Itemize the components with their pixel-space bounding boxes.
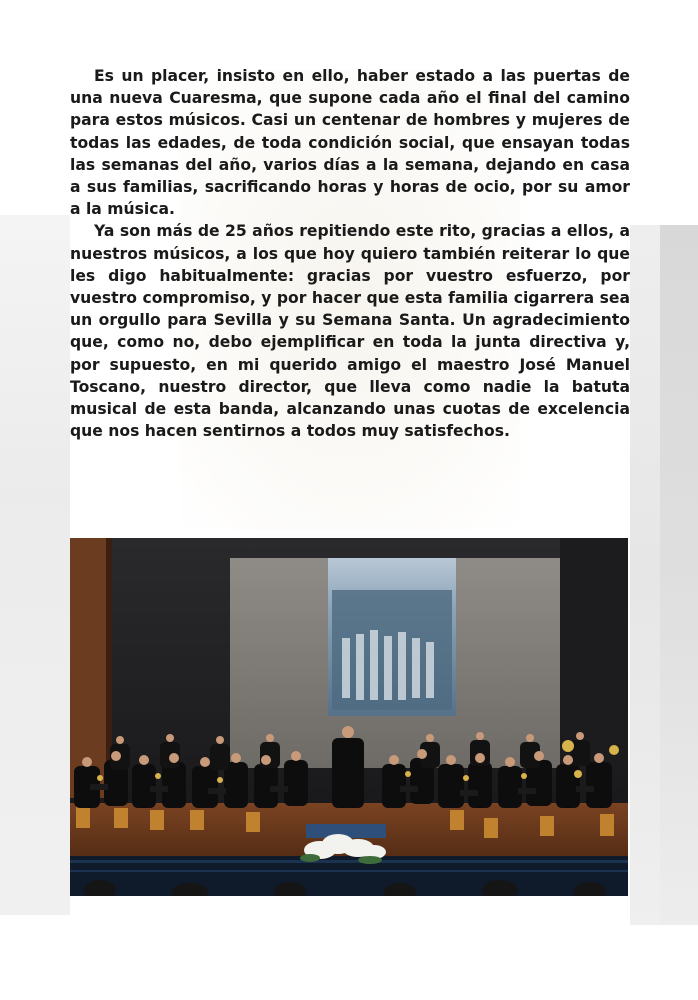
article-body <box>70 65 630 442</box>
background-photo-right <box>630 225 698 925</box>
paragraph-1: Es un placer, insisto en ello, haber estado a las puertas de una nueva Cuaresma, que supone cada año el final del camino para estos músicos. Casi un centenar de hombres y mujeres de todas las edades, de toda condición social, que ensayan todas las semanas del año, varios días a la semana, dejando en casa a sus familias, sacrificando horas y horas de ocio, por su amor a la música. <box>70 67 630 219</box>
paragraph-2: Ya son más de 25 años repitiendo este rito, gracias a ellos, a nuestros músicos, a los que hoy quiero también reiterar lo que les digo habitualmente: gracias por vuestro esfuerzo, por vuestro compromiso, y por hacer que esta familia cigarrera sea un orgullo para Sevilla y su Semana Santa. Un agradecimiento que, como no, debo ejemplificar en toda la junta directiva y, por supuesto, en mi querido amigo el maestro José Manuel Toscano, nuestro director, que lleva como nadie la batuta musical de esta banda, alcanzando unas cuotas de excelencia que nos hacen sentirnos a todos muy satisfechos. <box>70 222 630 441</box>
concert-band-photo <box>70 538 628 896</box>
background-photo-left <box>0 215 70 915</box>
